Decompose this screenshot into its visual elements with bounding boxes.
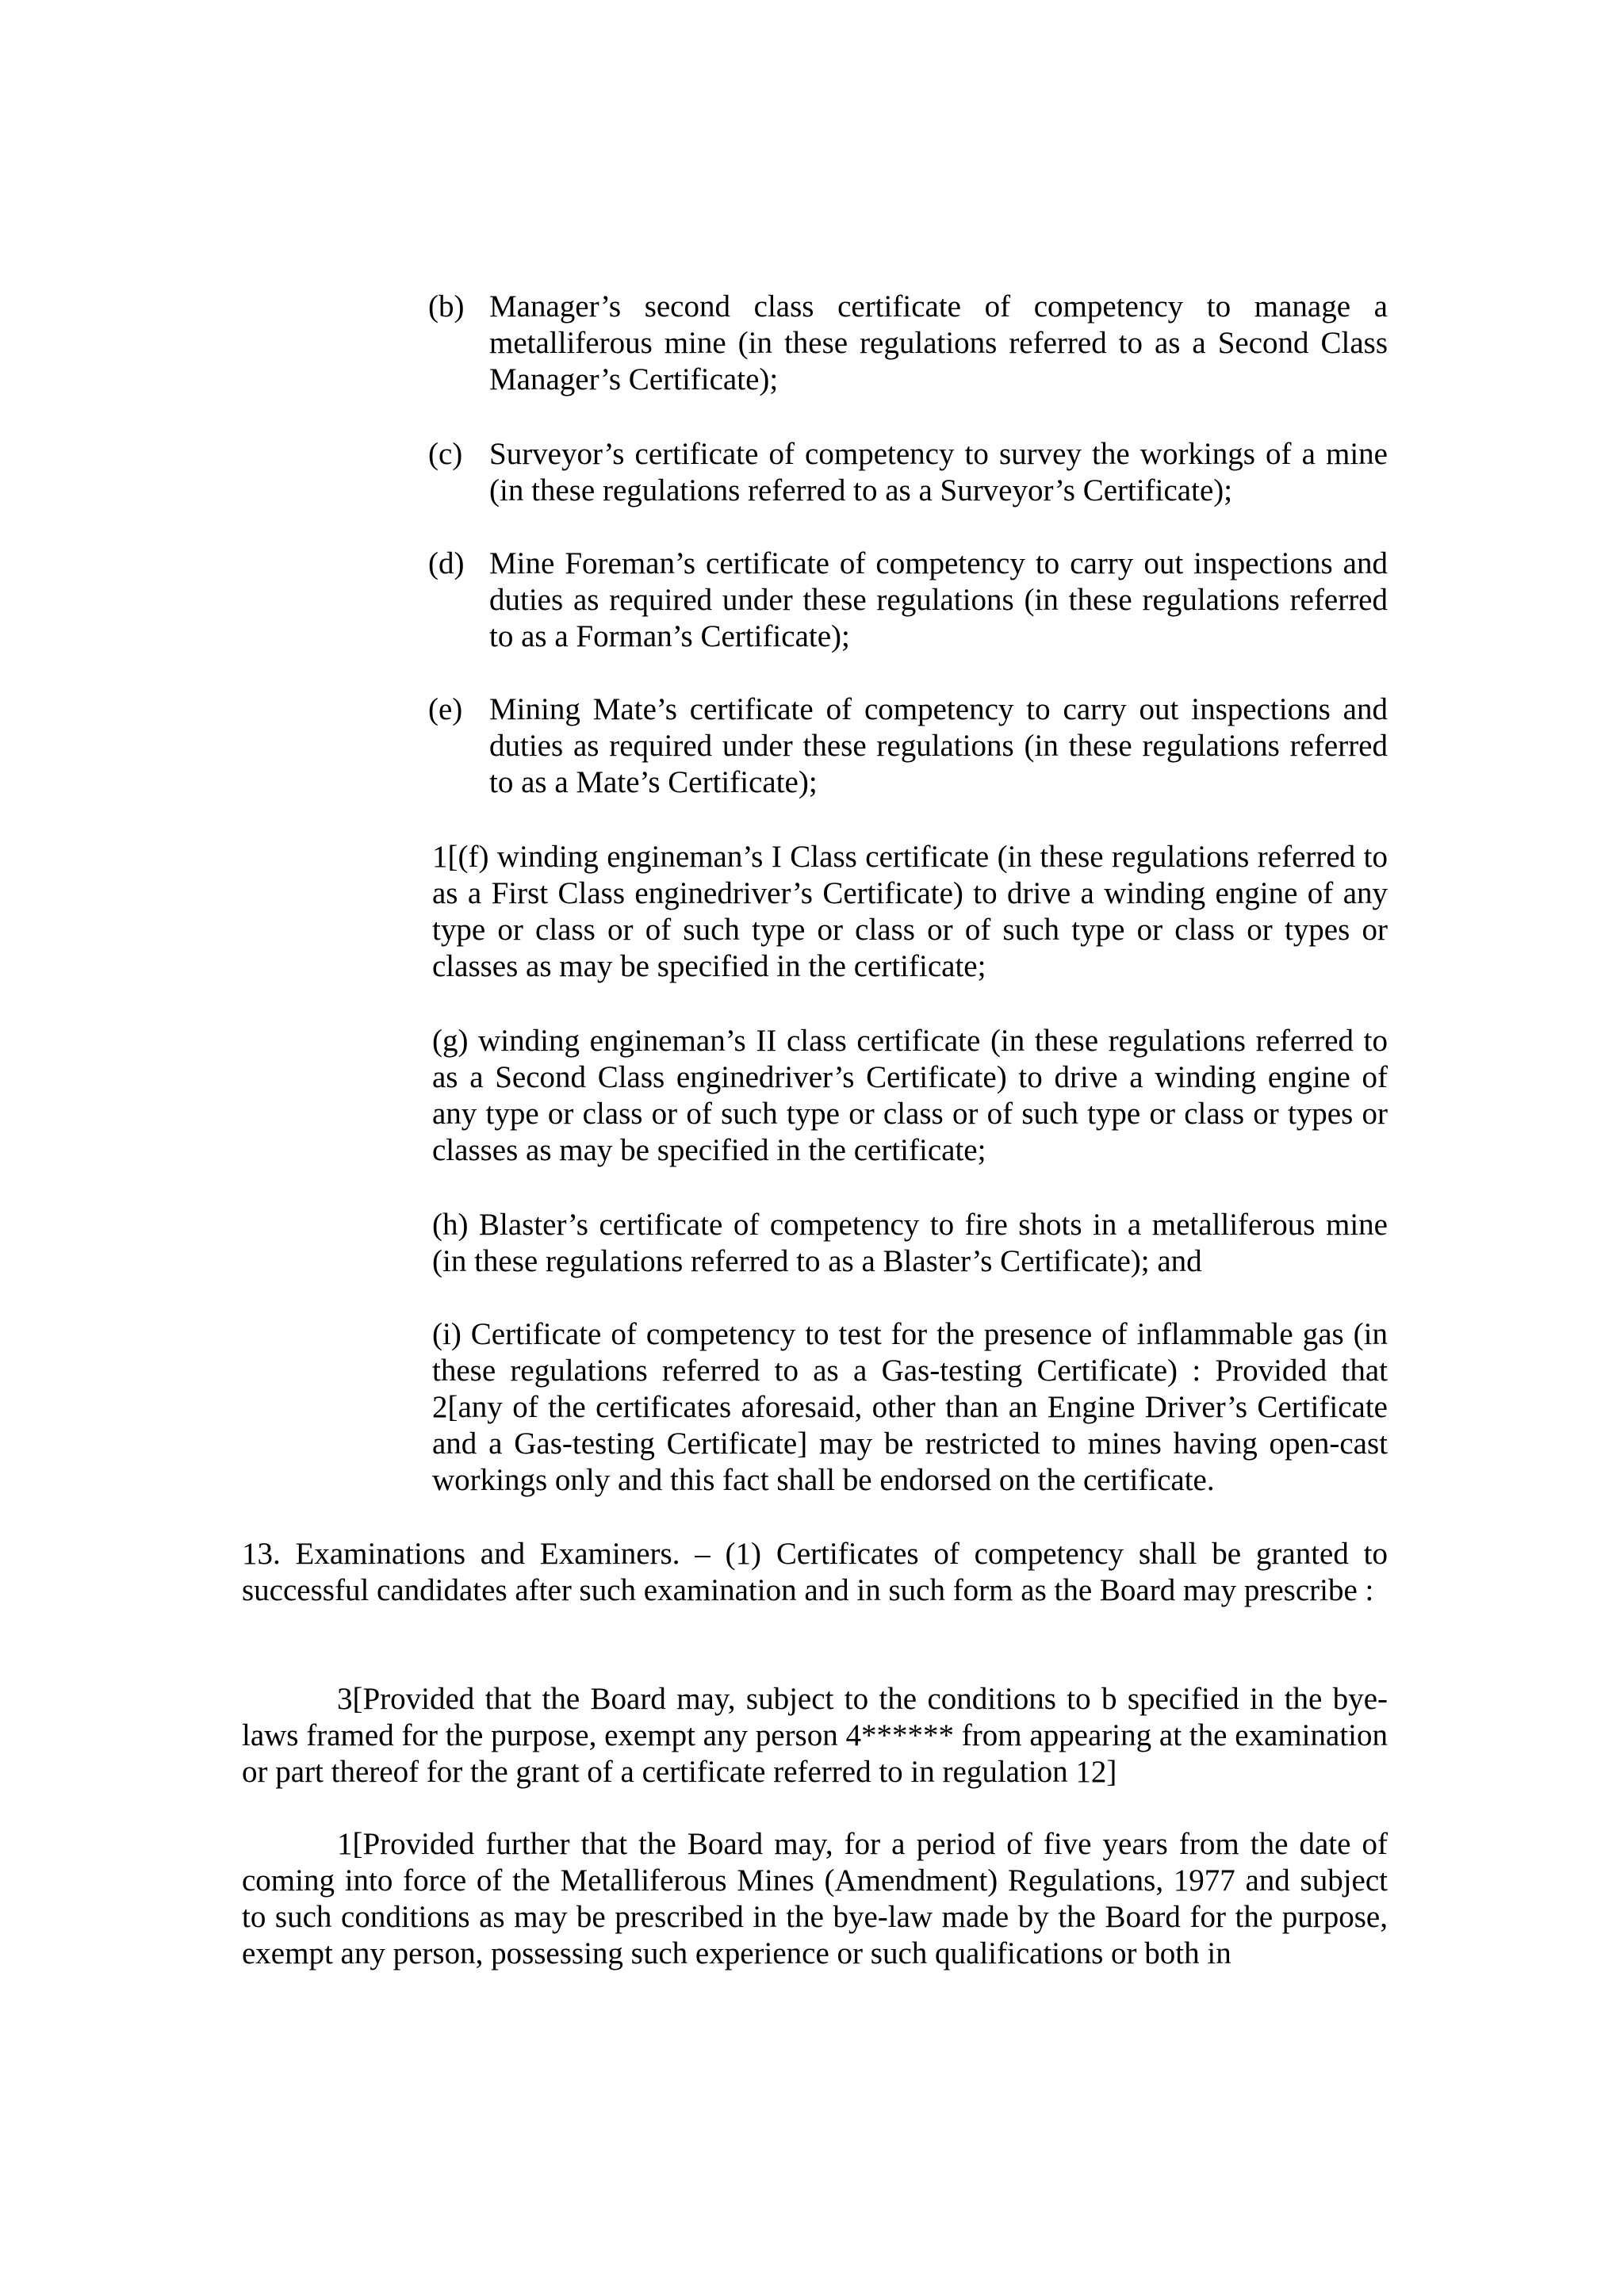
list-item-d [428,546,1388,655]
clause-i: (i) Certificate of competency to test for the presence of inflammable gas (in these regulations referred to as a Gas-testing Certificate) : Provided that 2[any of the certificates aforesaid, other than an Engine Driver’s Certificate and a Gas-testing Certificate] may be restricted to mines having open-cast workings only and this fact shall be endorsed on the certificate. [432,1317,1388,1497]
list-item-e [428,691,1388,801]
clause-g: (g) winding engineman’s II class certificate (in these regulations referred to as a Second Class enginedriver’s Certificate) to drive a winding engine of any type or class or of such type or class or of such type or class or types or classes as may be specified in the certificate; [432,1024,1388,1167]
section-13-heading: 13. Examinations and Examiners. – (1) Certificates of competency shall be granted to successful candidates after such examination and in such form as the Board may prescribe : [242,1537,1388,1607]
list-marker: (b) [428,289,465,324]
list-marker: (e) [428,692,463,726]
list-item-text: Mining Mate’s certificate of competency to carry out inspections and duties as required under these regulations (in these regulations referred to as a Mate’s Certificate); [489,692,1388,799]
section-13-proviso-2: 1[Provided further that the Board may, for a period of five years from the date of coming into force of the Metalliferous Mines (Amendment) Regulations, 1977 and subject to such conditions as may be prescribed in the bye-law made by the Board for the purpose, exempt any person, possessing such experience or such qualifications or both in [242,1827,1388,1970]
section-13-proviso-1: 3[Provided that the Board may, subject to the conditions to b specified in the bye-laws framed for the purpose, exempt any person 4****** from appearing at the examination or part thereof for the grant of a certificate referred to in regulation 12] [242,1682,1388,1789]
list-item-c [428,436,1388,509]
list-item-text: Mine Foreman’s certificate of competency to carry out inspections and duties as required under these regulations (in these regulations referred to as a Forman’s Certificate); [489,546,1388,653]
clause-f: 1[(f) winding engineman’s I Class certificate (in these regulations referred to as a First Class enginedriver’s Certificate) to drive a winding engine of any type or class or of such type or class or of such type or class or types or classes as may be specified in the certificate; [432,840,1388,983]
list-item-text: Manager’s second class certificate of competency to manage a metalliferous mine (in these regulations referred to as a Second Class Manager’s Certificate); [489,289,1388,396]
clause-h: (h) Blaster’s certificate of competency to fire shots in a metalliferous mine (in these regulations referred to as a Blaster’s Certificate); and [432,1208,1388,1278]
list-item-b [428,289,1388,398]
list-marker: (c) [428,437,463,471]
list-marker: (d) [428,546,465,580]
list-item-text: Surveyor’s certificate of competency to survey the workings of a mine (in these regulations referred to as a Surveyor’s Certificate); [489,437,1388,507]
